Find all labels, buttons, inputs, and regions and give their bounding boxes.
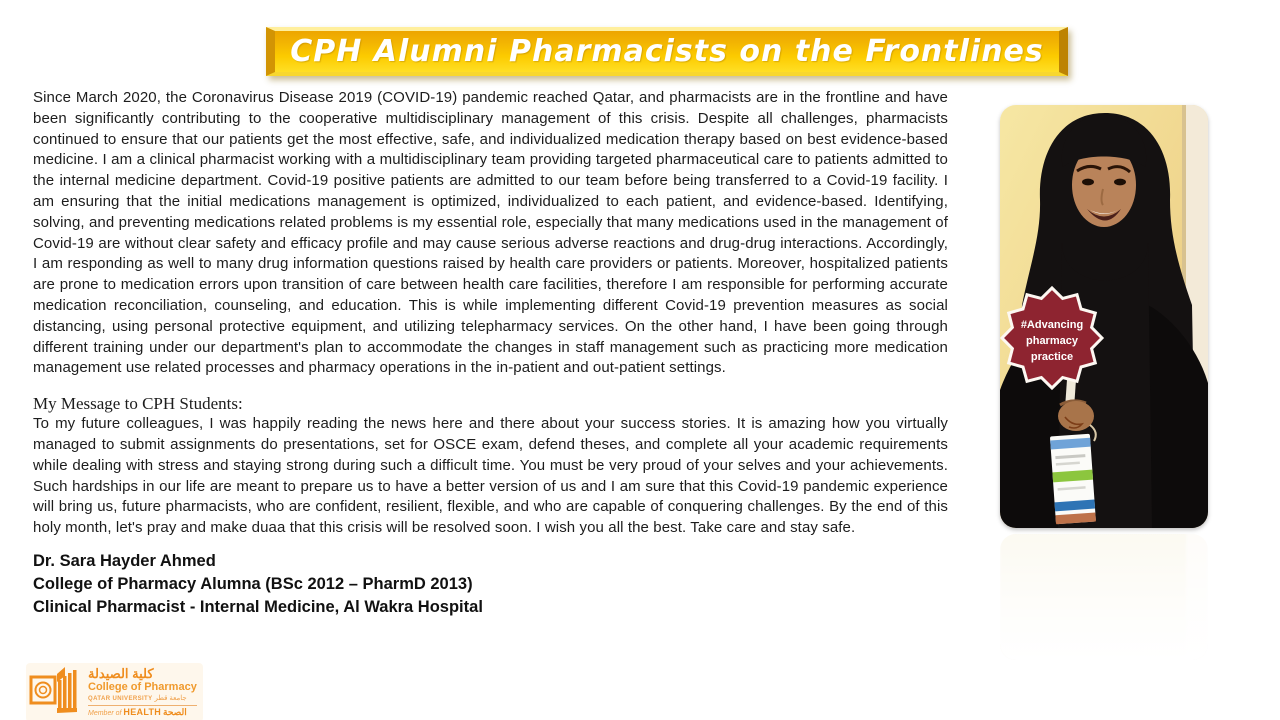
eye-right: [1114, 179, 1126, 186]
conference-badge: [1050, 434, 1096, 525]
portrait-photo-reflection: [1000, 534, 1208, 660]
logo-english-name: College of Pharmacy: [88, 681, 197, 693]
page-title: CPH Alumni Pharmacists on the Frontlines: [290, 34, 1044, 69]
message-paragraph: To my future colleagues, I was happily reading the news here and there about your success stories. It is amazing how you virtually managed to submit assignments do presentations, set for OSCE exam, defend theses, and complete all your academic requirements while dealing with stress and staying strong during such a difficult time. You must be very proud of your selves and your achievements. Such hardships in our life are meant to prepare us to have a better version of us and I am sure that this Covid-19 pandemic experience will bring us, future pharmacists, who are confident, resilient, flexible, and who are capable of conquering challenges. By the end of this holy month, let's pray and make duaa that this crisis will be resolved soon. I wish you all the best. Take care and stay safe.: [33, 415, 948, 537]
title-banner: [266, 27, 1068, 76]
author-name: Dr. Sara Hayder Ahmed: [33, 551, 216, 570]
intro-paragraph: Since March 2020, the Coronavirus Disease 2019 (COVID-19) pandemic reached Qatar, and pharmacists are in the frontline and have been significantly contributing to the cooperative multidisciplinary management of this crisis. Despite all challenges, pharmacists continued to ensure that our patients get the most effective, safe, and individualized medication therapy based on best evidence-based medicine. I am a clinical pharmacist working with a multidisciplinary team providing targeted pharmaceutical care to patients admitted to the internal medicine department. Covid-19 positive patients are admitted to our team before being transferred to a Covid-19 facility. I am ensuring that the initial medications management is optimized, individualized to each patient, and evidence-based. Identifying, solving, and preventing medications related problems is my essential role, especially that many medications used in the management of Covid-19 are without clear safety and efficacy profile and may cause serious adverse reactions and drug-drug interactions. Accordingly, I am responding as well to many drug information questions raised by health care providers or patients. Moreover, hospitalized patients are prone to medication errors upon transition of care between health care facilities, therefore I am responsible for performing accurate medication reconciliation, counseling, and education. This is while implementing different Covid-19 prevention measures as social distancing, using personal protective equipment, and utilizing telepharmacy services. On the other hand, I have been going through different training under our department's plan to accommodate the changes in staff management such as practicing more medication management use related processes and pharmacy operations in the in-patient and out-patient settings.: [33, 89, 948, 377]
sign-line-3: practice: [1030, 351, 1074, 363]
reflection-illustration: [1000, 534, 1208, 660]
logo-arabic-name: كلية الصيدلة: [88, 666, 154, 681]
hand: [1058, 401, 1094, 431]
article: [33, 88, 948, 619]
logo-text-block: [88, 666, 197, 719]
author-role: Clinical Pharmacist - Internal Medicine, Al Wakra Hospital: [33, 597, 483, 616]
logo-university-line: QATAR UNIVERSITY جامعة قطر: [88, 695, 187, 702]
signature-block: [33, 550, 948, 619]
portrait-illustration: [1000, 105, 1208, 528]
message-heading: My Message to CPH Students:: [33, 394, 243, 414]
sign-line-2: pharmacy: [1026, 335, 1078, 347]
college-logo: [26, 663, 203, 720]
eye-left: [1082, 179, 1094, 186]
logo-member-line: Member of HEALTH الصحة: [88, 705, 197, 719]
university-building-icon: [29, 666, 79, 714]
author-credentials: College of Pharmacy Alumna (BSc 2012 – PharmD 2013): [33, 574, 473, 593]
portrait-photo: [1000, 105, 1208, 528]
sign-line-1: #Advancing: [1020, 319, 1084, 331]
